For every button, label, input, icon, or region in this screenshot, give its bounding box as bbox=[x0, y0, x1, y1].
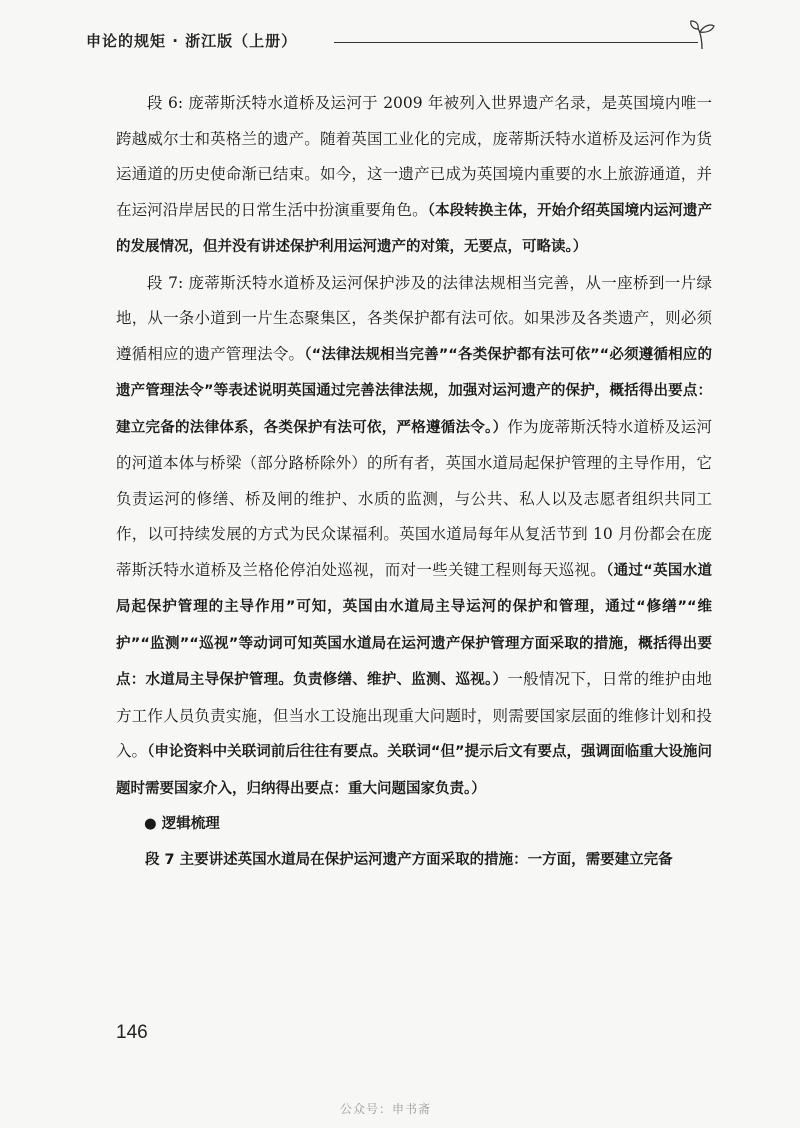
book-title: 申论的规矩 · 浙江版（上册） bbox=[86, 32, 298, 50]
paragraph-text: 一般情况下，日常的维护由地方工作人员负责实施，但当水工设施出现重大问题时，则需要国家层面的维修计划和投入。 bbox=[116, 670, 712, 760]
paragraph-text: 段 6: 庞蒂斯沃特水道桥及运河于 2009 年被列入世界遗产名录，是英国境内唯一跨越威尔士和英格兰的遗产。随着英国工业化的完成，庞蒂斯沃特水道桥及运河作为货运通道的历史使命渐已结束。如今，这一遗产已成为英国境内重要的水上旅游通道，并在运河沿岸居民的日常生活中扮演重要角色。 bbox=[116, 94, 712, 219]
header-rule bbox=[334, 42, 698, 43]
annotation-note: （申论资料中关联词前后往往有要点。关联词“但”提示后文有要点，强调面临重大设施问题时需要国家介入，归纳得出要点：重大问题国家负责。） bbox=[116, 744, 712, 797]
page-number: 146 bbox=[116, 1022, 148, 1043]
section-heading: ● 逻辑梳理 bbox=[144, 816, 220, 832]
annotation-note: （通过“英国水道局起保护管理的主导作用”可知，英国由水道局主导运河的保护和管理，通过“修缮”“维护”“监测”“巡视”等动词可知英国水道局在运河遗产保护管理方面采取的措施，概括得出要点：水道局主导保护管理。负责修缮、维护、监测、巡视。） bbox=[116, 562, 712, 688]
page-body bbox=[116, 86, 712, 878]
annotation-note: （“法律法规相当完善”“各类保护都有法可依”“必须遵循相应的遗产管理法令”等表述说明英国通过完善法律法规，加强对运河遗产的保护，概括得出要点：建立完备的法律体系，各类保护有法可依，严格遵循法令。） bbox=[116, 346, 712, 436]
paragraph-text: 段 7: 庞蒂斯沃特水道桥及运河保护涉及的法律法规相当完善，从一座桥到一片绿地，从一条小道到一片生态聚集区，各类保护都有法可依。如果涉及各类遗产，则必须遵循相应的遗产管理法令。 bbox=[116, 273, 712, 363]
running-header bbox=[86, 18, 716, 62]
logic-paragraph: 段 7 主要讲述英国水道局在保护运河遗产方面采取的措施：一方面，需要建立完备 bbox=[145, 851, 673, 868]
sprout-icon bbox=[688, 20, 716, 50]
paragraph-6 bbox=[116, 86, 712, 266]
paragraph-7 bbox=[116, 266, 712, 808]
watermark: 公众号：申书斋 bbox=[340, 1102, 432, 1116]
annotation-note: （本段转换主体，开始介绍英国境内运河遗产的发展情况，但并没有讲述保护利用运河遗产的对策，无要点，可略读。） bbox=[116, 202, 712, 255]
paragraph-text: 作为庞蒂斯沃特水道桥及运河的河道本体与桥梁（部分路桥除外）的所有者，英国水道局起保护管理的主导作用，它负责运河的修缮、桥及闸的维护、水质的监测，与公共、私人以及志愿者组织共同工作，以可持续发展的方式为民众谋福利。英国水道局每年从复活节到 10 月份都会在庞蒂斯沃特水道桥及兰格伦停泊处巡视，而对一些关键工程则每天巡视。 bbox=[116, 417, 712, 579]
